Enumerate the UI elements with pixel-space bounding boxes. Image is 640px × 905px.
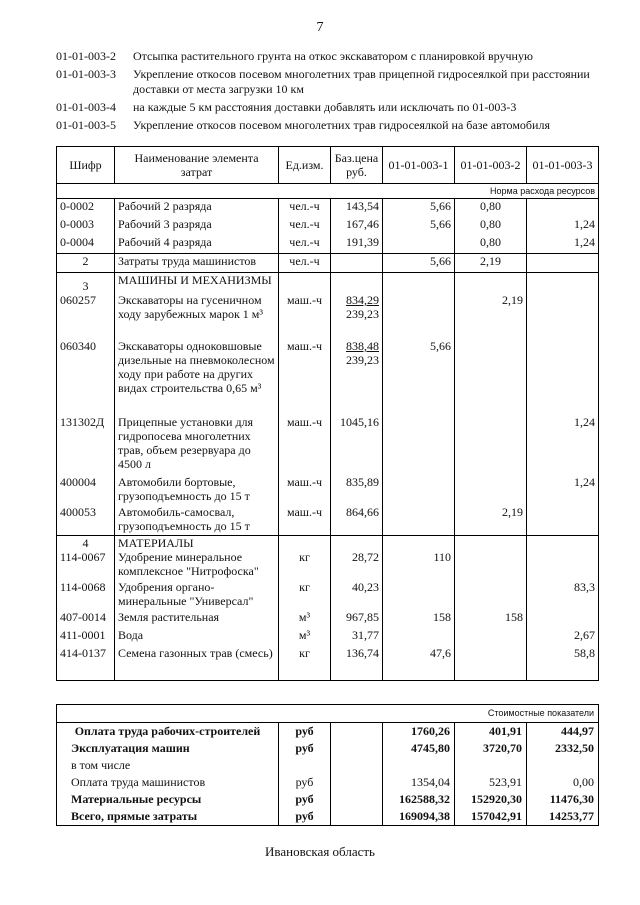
totals-row <box>57 723 599 741</box>
price-sub: 239,23 <box>346 353 379 367</box>
intro-text: Укрепление откосов посевом многолетних трав прицепной гидросеялкой при расстоянии доставки от места загрузки 10 км <box>133 67 590 96</box>
totals-label: в том числе <box>57 757 279 774</box>
table-row <box>57 505 599 536</box>
cell-code: 400004 <box>57 475 115 505</box>
cell-price: 143,54 <box>331 199 383 218</box>
section-header <box>57 273 599 294</box>
header-col1: 01-01-003-1 <box>383 147 455 184</box>
table-header-row <box>57 147 599 184</box>
cell-v2: 2,19 <box>455 505 527 536</box>
totals-v3: 14253,77 <box>527 808 599 826</box>
totals-v1: 1354,04 <box>383 774 455 791</box>
cell-v1: 5,66 <box>383 254 455 273</box>
cell-v2 <box>455 475 527 505</box>
norm-note-row <box>57 184 599 199</box>
totals-row <box>57 791 599 808</box>
totals-v2: 157042,91 <box>455 808 527 826</box>
cell-price: 167,46 <box>331 217 383 235</box>
table-row <box>57 339 599 415</box>
cell-unit: маш.-ч <box>279 339 331 415</box>
table-row <box>57 199 599 218</box>
cell-unit: кг <box>279 580 331 610</box>
cell-unit: кг <box>279 550 331 580</box>
header-price: Баз.цена руб. <box>331 147 383 184</box>
cell-v3 <box>527 199 599 218</box>
price-main: 834,29 <box>346 293 379 307</box>
intro-text: Укрепление откосов посевом многолетних трав гидросеялкой на базе автомобиля <box>133 118 550 132</box>
cell-v2 <box>455 339 527 415</box>
totals-v2: 152920,30 <box>455 791 527 808</box>
region-footer: Ивановская область <box>265 844 375 859</box>
totals-label: Оплата труда рабочих-строителей <box>57 723 279 741</box>
cell-code: 407-0014 <box>57 610 115 628</box>
cell-v3 <box>527 254 599 273</box>
cell-unit: чел.-ч <box>279 217 331 235</box>
cell-price <box>331 254 383 273</box>
cell-v2: 158 <box>455 610 527 628</box>
cell-unit: маш.-ч <box>279 475 331 505</box>
intro-code: 01-01-003-3 <box>56 67 116 81</box>
totals-note: Стоимостные показатели <box>57 705 599 723</box>
cell-price <box>331 293 383 339</box>
cell-name: Автомобиль-самосвал, грузоподъемность до 15 т <box>115 505 279 536</box>
cell-unit: чел.-ч <box>279 199 331 218</box>
cell-code: 114-0067 <box>57 550 115 580</box>
cell-price <box>331 339 383 415</box>
cell-v2 <box>455 415 527 475</box>
cell-v2: 0,80 <box>455 199 527 218</box>
cell-v1 <box>383 505 455 536</box>
cell-v1 <box>383 235 455 254</box>
intro-list <box>56 49 616 136</box>
cell-unit: м³ <box>279 628 331 646</box>
totals-v1: 1760,26 <box>383 723 455 741</box>
intro-item <box>56 49 616 64</box>
intro-code: 01-01-003-4 <box>56 100 116 114</box>
totals-v3: 444,97 <box>527 723 599 741</box>
price-sub: 239,23 <box>346 307 379 321</box>
section-header <box>57 536 599 551</box>
cell-v3: 2,67 <box>527 628 599 646</box>
section-code: 3 <box>57 273 115 294</box>
cell-v2 <box>455 646 527 681</box>
table-row <box>57 550 599 580</box>
section-title: МАШИНЫ И МЕХАНИЗМЫ <box>115 273 279 294</box>
totals-v1: 4745,80 <box>383 740 455 757</box>
cell-code: 400053 <box>57 505 115 536</box>
cell-name: Семена газонных трав (смесь) <box>115 646 279 681</box>
cell-code: 060340 <box>57 339 115 415</box>
cell-code: 114-0068 <box>57 580 115 610</box>
cell-price: 136,74 <box>331 646 383 681</box>
cell-name: Рабочий 4 разряда <box>115 235 279 254</box>
cell-code: 0-0003 <box>57 217 115 235</box>
cell-unit: кг <box>279 646 331 681</box>
table-row <box>57 646 599 681</box>
cell-price: 967,85 <box>331 610 383 628</box>
cell-price: 191,39 <box>331 235 383 254</box>
cell-code: 0-0004 <box>57 235 115 254</box>
cell-name: Вода <box>115 628 279 646</box>
cell-v2: 0,80 <box>455 217 527 235</box>
intro-text: Отсыпка растительного грунта на откос экскаватором с планировкой вручную <box>133 49 533 63</box>
cell-v3 <box>527 550 599 580</box>
cell-price: 28,72 <box>331 550 383 580</box>
cell-v3: 83,3 <box>527 580 599 610</box>
cell-v2 <box>455 550 527 580</box>
totals-label: Всего, прямые затраты <box>57 808 279 826</box>
cell-code: 2 <box>57 254 115 273</box>
cell-unit: маш.-ч <box>279 293 331 339</box>
totals-label: Эксплуатация машин <box>57 740 279 757</box>
cell-code: 060257 <box>57 293 115 339</box>
cell-price: 864,66 <box>331 505 383 536</box>
totals-v3: 2332,50 <box>527 740 599 757</box>
cell-v2 <box>455 580 527 610</box>
section-title: МАТЕРИАЛЫ <box>115 536 279 551</box>
cell-v1 <box>383 415 455 475</box>
cell-unit: маш.-ч <box>279 505 331 536</box>
cell-v1: 158 <box>383 610 455 628</box>
totals-v1: 169094,38 <box>383 808 455 826</box>
header-unit: Ед.изм. <box>279 147 331 184</box>
totals-label: Оплата труда машинистов <box>57 774 279 791</box>
totals-v2: 523,91 <box>455 774 527 791</box>
cell-v3 <box>527 505 599 536</box>
totals-unit: руб <box>279 723 331 741</box>
header-code: Шифр <box>57 147 115 184</box>
resource-table <box>56 146 599 681</box>
table-row <box>57 628 599 646</box>
intro-code: 01-01-003-5 <box>56 118 116 132</box>
totals-unit: руб <box>279 808 331 826</box>
totals-note-row <box>57 705 599 723</box>
cell-v1: 5,66 <box>383 199 455 218</box>
cell-code: 411-0001 <box>57 628 115 646</box>
totals-unit: руб <box>279 774 331 791</box>
totals-row <box>57 757 599 774</box>
header-name: Наименование элемента затрат <box>115 147 279 184</box>
cell-code: 0-0002 <box>57 199 115 218</box>
cell-unit: чел.-ч <box>279 254 331 273</box>
cell-v1 <box>383 293 455 339</box>
cell-v1: 47,6 <box>383 646 455 681</box>
cell-v1 <box>383 580 455 610</box>
cell-v1 <box>383 475 455 505</box>
header-col3: 01-01-003-3 <box>527 147 599 184</box>
cell-name: Удобрения органо-минеральные "Универсал" <box>115 580 279 610</box>
table-row <box>57 235 599 254</box>
cell-v1: 5,66 <box>383 339 455 415</box>
cell-unit: м³ <box>279 610 331 628</box>
cell-v2 <box>455 628 527 646</box>
page-number: 7 <box>316 20 324 35</box>
cell-price: 835,89 <box>331 475 383 505</box>
cell-v3: 1,24 <box>527 475 599 505</box>
cell-name: Экскаваторы на гусеничном ходу зарубежных марок 1 м³ <box>115 293 279 339</box>
totals-v3: 0,00 <box>527 774 599 791</box>
cell-name: Затраты труда машинистов <box>115 254 279 273</box>
totals-unit: руб <box>279 791 331 808</box>
intro-item <box>56 118 616 133</box>
totals-v1: 162588,32 <box>383 791 455 808</box>
table-row <box>57 217 599 235</box>
totals-label: Материальные ресурсы <box>57 791 279 808</box>
cell-v3: 1,24 <box>527 217 599 235</box>
cell-v3 <box>527 339 599 415</box>
cell-v3 <box>527 293 599 339</box>
cell-price: 40,23 <box>331 580 383 610</box>
cell-v1: 110 <box>383 550 455 580</box>
cell-name: Рабочий 3 разряда <box>115 217 279 235</box>
cell-name: Удобрение минеральное комплексное "Нитрофоска" <box>115 550 279 580</box>
price-main: 838,48 <box>346 339 379 353</box>
cell-code: 414-0137 <box>57 646 115 681</box>
cell-name: Земля растительная <box>115 610 279 628</box>
table-row <box>57 580 599 610</box>
intro-item <box>56 67 616 97</box>
cell-unit: чел.-ч <box>279 235 331 254</box>
table-row <box>57 610 599 628</box>
cell-name: Прицепные установки для гидропосева многолетних трав, объем резервуара до 4500 л <box>115 415 279 475</box>
totals-v2: 3720,70 <box>455 740 527 757</box>
cost-totals-table <box>56 704 599 826</box>
totals-v2: 401,91 <box>455 723 527 741</box>
totals-row <box>57 774 599 791</box>
totals-v3: 11476,30 <box>527 791 599 808</box>
table-row <box>57 415 599 475</box>
cell-v1: 5,66 <box>383 217 455 235</box>
table-row <box>57 293 599 339</box>
cell-v2: 2,19 <box>455 254 527 273</box>
totals-row <box>57 808 599 826</box>
intro-text: на каждые 5 км расстояния доставки добавлять или исключать по 01-003-3 <box>133 100 517 114</box>
cell-name: Экскаваторы одноковшовые дизельные на пневмоколесном ходу при работе на других видах строительства 0,65 м³ <box>115 339 279 415</box>
cell-price: 31,77 <box>331 628 383 646</box>
totals-unit: руб <box>279 740 331 757</box>
cell-name: Автомобили бортовые, грузоподъемность до 15 т <box>115 475 279 505</box>
cell-code: 131302Д <box>57 415 115 475</box>
section-code: 4 <box>57 536 115 551</box>
cell-v1 <box>383 628 455 646</box>
table-row <box>57 475 599 505</box>
header-col2: 01-01-003-2 <box>455 147 527 184</box>
machinist-row <box>57 254 599 273</box>
cell-unit: маш.-ч <box>279 415 331 475</box>
cell-v2: 0,80 <box>455 235 527 254</box>
cell-v3 <box>527 610 599 628</box>
intro-code: 01-01-003-2 <box>56 49 116 63</box>
totals-row <box>57 740 599 757</box>
cell-v2: 2,19 <box>455 293 527 339</box>
cell-v3: 58,8 <box>527 646 599 681</box>
cell-v3: 1,24 <box>527 415 599 475</box>
cell-price: 1045,16 <box>331 415 383 475</box>
intro-item <box>56 100 616 115</box>
cell-name: Рабочий 2 разряда <box>115 199 279 218</box>
cell-v3: 1,24 <box>527 235 599 254</box>
norm-note: Норма расхода ресурсов <box>57 184 599 199</box>
